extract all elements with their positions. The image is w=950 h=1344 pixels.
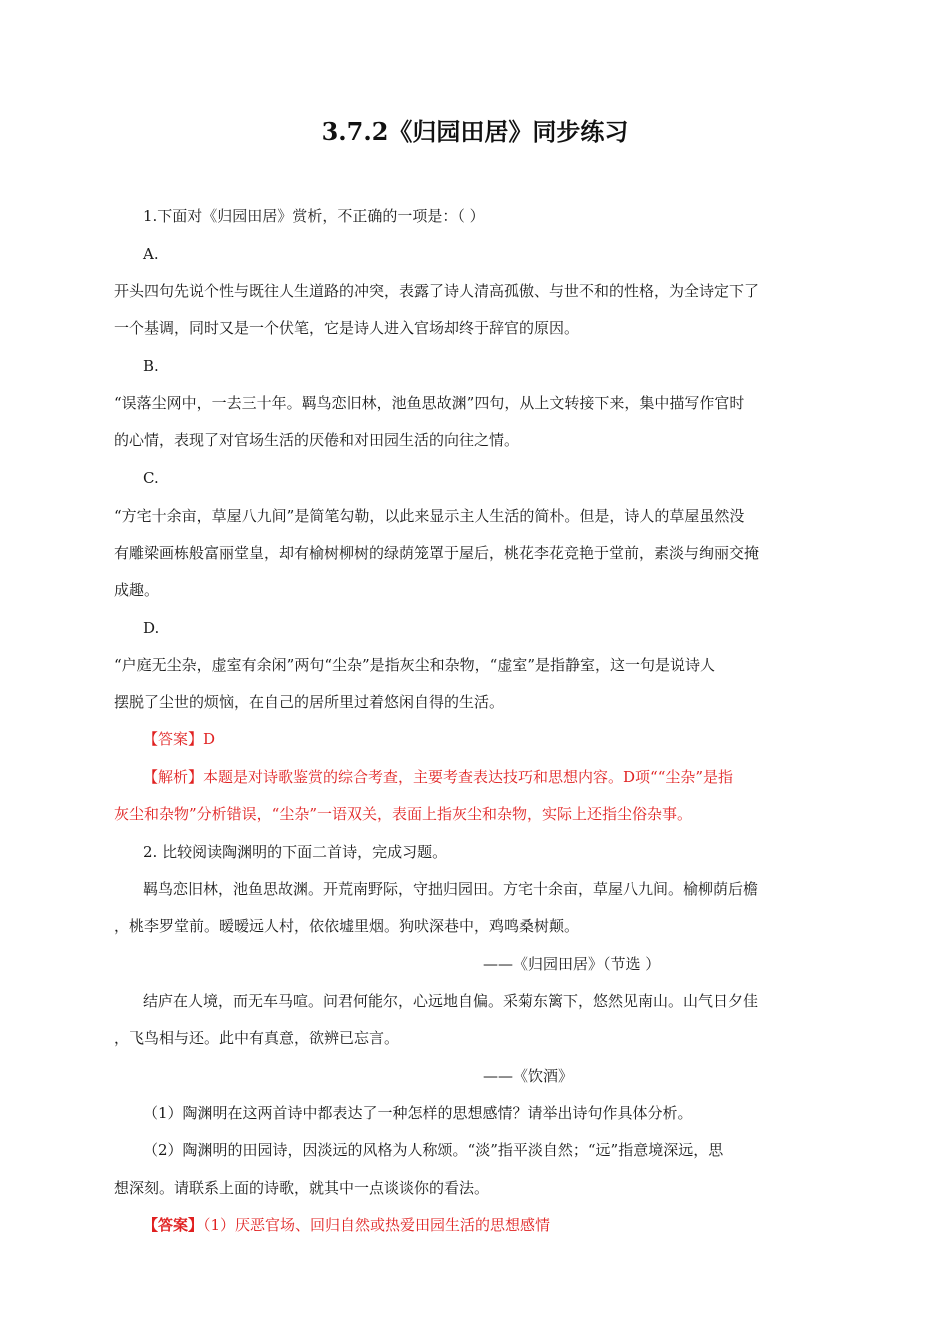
q1-option-c-label: C.: [143, 469, 159, 487]
poem2-source: ——《饮酒》: [483, 1067, 574, 1085]
poem1-source: ——《归园田居》（节选 ）: [483, 955, 661, 973]
poem2-text: 结庐在人境，而无车马喧。问君何能尔，心远地自偏。采菊东篱下，悠然见南山。山气日夕佳: [143, 992, 759, 1010]
q1-stem: 1.下面对《归园田居》赏析，不正确的一项是：（ ）: [143, 207, 485, 225]
q2-subquestion-1: （1）陶渊明在这两首诗中都表达了一种怎样的思想感情？请举出诗句作具体分析。: [143, 1104, 693, 1122]
q1-option-d-label: D.: [143, 619, 160, 637]
poem1-text: 羁鸟恋旧林，池鱼思故渊。开荒南野际，守拙归园田。方宅十余亩，草屋八九间。榆柳荫后檐: [143, 880, 759, 898]
page-title: 3.7.2《归园田居》同步练习: [321, 117, 629, 146]
q1-analysis: 【解析】本题是对诗歌鉴赏的综合考查，主要考查表达技巧和思想内容。D项““尘杂”是指: [143, 768, 734, 786]
q1-option-c-text: 成趣。: [114, 581, 160, 599]
poem2-text: ，飞鸟相与还。此中有真意，欲辨已忘言。: [114, 1029, 400, 1047]
q1-option-a-label: A.: [143, 245, 159, 263]
q1-option-b-text: 的心情，表现了对官场生活的厌倦和对田园生活的向往之情。: [114, 431, 520, 449]
q1-option-d-text: “户庭无尘杂，虚室有余闲”两句“尘杂”是指灰尘和杂物，“虚室”是指静室，这一句是说诗人: [114, 656, 716, 674]
q1-option-b-text: “误落尘网中，一去三十年。羁鸟恋旧林，池鱼思故渊”四句，从上文转接下来，集中描写作官时: [114, 394, 745, 412]
q1-option-a-text: 一个基调，同时又是一个伏笔，它是诗人进入官场却终于辞官的原因。: [114, 319, 580, 337]
poem1-text: ，桃李罗堂前。暧暧远人村，依依墟里烟。狗吠深巷中，鸡鸣桑树颠。: [114, 917, 580, 935]
q1-option-c-text: 有雕梁画栋般富丽堂皇，却有榆树柳树的绿荫笼罩于屋后，桃花李花竞艳于堂前，素淡与绚丽交掩: [114, 544, 760, 562]
q1-analysis: 灰尘和杂物”分析错误，“尘杂”一语双关，表面上指灰尘和杂物，实际上还指尘俗杂事。: [114, 805, 693, 823]
q2-answer: [143, 1215, 550, 1235]
q1-option-b-label: B.: [143, 357, 159, 375]
q2-stem: 2. 比较阅读陶渊明的下面二首诗，完成习题。: [143, 843, 448, 861]
q1-option-d-text: 摆脱了尘世的烦恼，在自己的居所里过着悠闲自得的生活。: [114, 693, 505, 711]
q1-option-c-text: “方宅十余亩，草屋八九间”是简笔勾勒，以此来显示主人生活的简朴。但是，诗人的草屋虽然没: [114, 507, 745, 525]
q2-subquestion-2: 想深刻。请联系上面的诗歌，就其中一点谈谈你的看法。: [114, 1179, 490, 1197]
q2-subquestion-2: （2）陶渊明的田园诗，因淡远的风格为人称颂。“淡”指平淡自然；“远”指意境深远，思: [143, 1141, 724, 1159]
q1-option-a-text: 开头四句先说个性与既往人生道路的冲突，表露了诗人清高孤傲、与世不和的性格，为全诗定下了: [114, 282, 760, 300]
q2-answer-label: 【答案】: [143, 1216, 204, 1234]
q1-answer: 【答案】D: [143, 730, 216, 748]
q2-answer-text: （1）厌恶官场、回归自然或热爱田园生活的思想感情: [203, 1216, 551, 1234]
